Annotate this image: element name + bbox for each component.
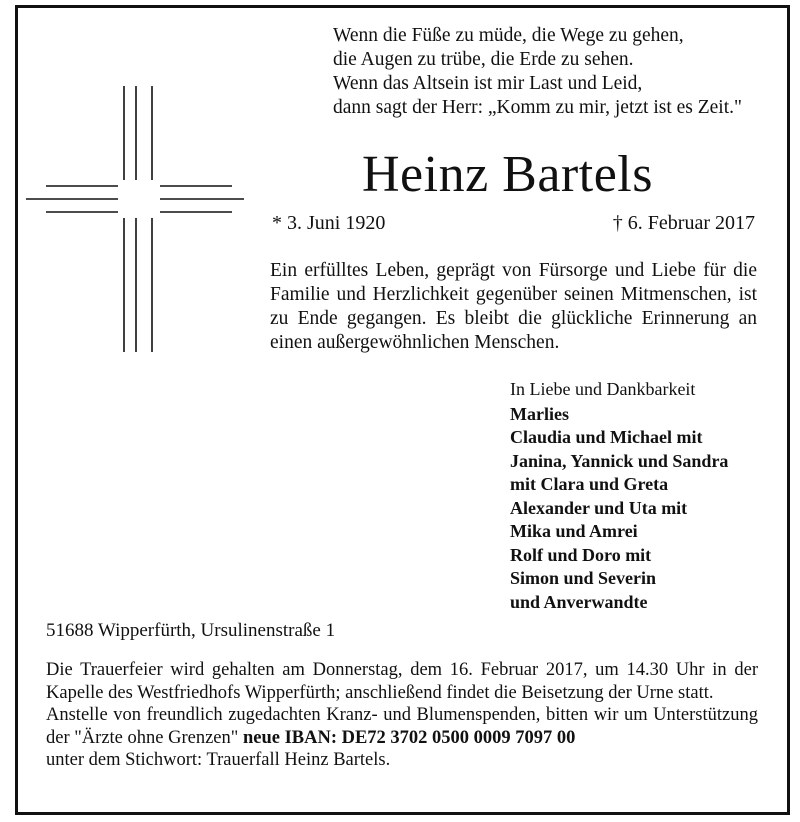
family-member: Simon und Severin <box>510 568 657 588</box>
family-signature <box>510 378 728 614</box>
family-member: Claudia und Michael mit <box>510 427 703 447</box>
family-member: mit Clara und Greta <box>510 474 669 494</box>
poem-line: Wenn das Altsein ist mir Last und Leid, <box>333 73 643 94</box>
address: 51688 Wipperfürth, Ursulinenstraße 1 <box>46 620 336 641</box>
poem-line: dann sagt der Herr: „Komm zu mir, jetzt ist es Zeit." <box>333 97 742 118</box>
family-intro: In Liebe und Dankbarkeit <box>510 379 696 399</box>
donation-request <box>46 704 758 749</box>
donation-keyword: unter dem Stichwort: Trauerfall Heinz Bartels. <box>46 750 391 771</box>
tribute-text: Ein erfülltes Leben, geprägt von Fürsorge und Liebe für die Familie und Herzlichkeit gegenüber seinen Mitmenschen, ist zu Ende gegangen. Es bleibt die glückliche Erinnerung an einen außergewöhnlichen Menschen. <box>270 260 757 353</box>
family-member: Mika und Amrei <box>510 521 638 541</box>
family-member: Rolf und Doro mit <box>510 544 652 565</box>
family-member: Janina, Yannick und Sandra <box>510 450 729 471</box>
family-member: Marlies <box>510 403 569 424</box>
poem <box>333 24 742 120</box>
death-date: † 6. Februar 2017 <box>612 212 755 234</box>
deceased-name: Heinz Bartels <box>362 146 653 203</box>
family-member: und Anverwandte <box>510 591 648 612</box>
donation-text: Anstelle von freundlich zugedachten Kranz- und Blumenspenden, bitten wir um Unterstützung der "Ärzte ohne Grenzen" <box>46 705 758 748</box>
iban: neue IBAN: DE72 3702 0500 0009 7097 00 <box>242 727 576 748</box>
poem-line: Wenn die Füße zu müde, die Wege zu gehen, <box>333 25 684 46</box>
birth-date: * 3. Juni 1920 <box>272 212 386 234</box>
cross-icon <box>0 0 260 360</box>
family-member: Alexander und Uta mit <box>510 497 688 518</box>
poem-line: die Augen zu trübe, die Erde zu sehen. <box>333 49 634 70</box>
funeral-info: Die Trauerfeier wird gehalten am Donnerstag, dem 16. Februar 2017, um 14.30 Uhr in der Kapelle des Westfriedhofs Wipperfürth; anschließend findet die Beisetzung der Urne statt. <box>46 660 758 703</box>
funeral-notice <box>46 659 758 772</box>
